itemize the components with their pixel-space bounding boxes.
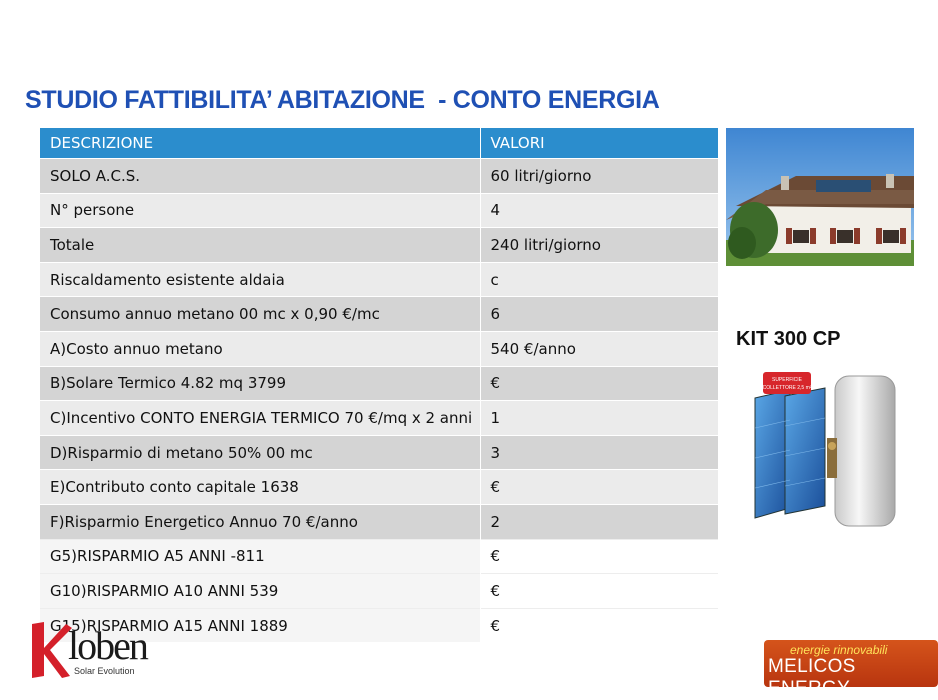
table-row bbox=[40, 435, 718, 470]
melicos-tagline: energie rinnovabili bbox=[790, 643, 888, 657]
row-value: 240 litri/giorno bbox=[480, 228, 718, 263]
row-value: 2 bbox=[480, 504, 718, 539]
melicos-energy-logo bbox=[764, 640, 938, 699]
table-row bbox=[40, 366, 718, 401]
row-description: G10)RISPARMIO A10 ANNI 539 bbox=[40, 574, 480, 609]
row-value: 3 bbox=[480, 435, 718, 470]
table-row bbox=[40, 504, 718, 539]
feasibility-table bbox=[40, 128, 719, 642]
kloben-k-mark bbox=[28, 620, 72, 678]
page-title: STUDIO FATTIBILITA’ ABITAZIONE - CONTO ENERGIA bbox=[25, 86, 660, 114]
row-description: Riscaldamento esistente aldaia bbox=[40, 262, 480, 297]
column-header-descrizione: DESCRIZIONE bbox=[40, 128, 480, 159]
table-row bbox=[40, 539, 718, 574]
row-value: c bbox=[480, 262, 718, 297]
row-description: Totale bbox=[40, 228, 480, 263]
row-description: B)Solare Termico 4.82 mq 3799 bbox=[40, 366, 480, 401]
table-row bbox=[40, 331, 718, 366]
row-description: N° persone bbox=[40, 193, 480, 228]
table-row bbox=[40, 193, 718, 228]
table-row bbox=[40, 470, 718, 505]
row-description: G5)RISPARMIO A5 ANNI -811 bbox=[40, 539, 480, 574]
table-row bbox=[40, 262, 718, 297]
column-header-valori: VALORI bbox=[480, 128, 718, 159]
kloben-wordmark: loben bbox=[68, 623, 147, 668]
kit-badge-line2: COLLETTORE 2,5 m² bbox=[762, 385, 812, 391]
row-value: 540 €/anno bbox=[480, 331, 718, 366]
table-row bbox=[40, 297, 718, 332]
table-row bbox=[40, 574, 718, 609]
row-value: € bbox=[480, 608, 718, 642]
row-description: F)Risparmio Energetico Annuo 70 €/anno bbox=[40, 504, 480, 539]
house-photo bbox=[726, 128, 914, 266]
row-value: € bbox=[480, 574, 718, 609]
row-value: € bbox=[480, 539, 718, 574]
row-value: 1 bbox=[480, 401, 718, 436]
row-value: 60 litri/giorno bbox=[480, 159, 718, 194]
row-description: SOLO A.C.S. bbox=[40, 159, 480, 194]
row-description: E)Contributo conto capitale 1638 bbox=[40, 470, 480, 505]
row-description: D)Risparmio di metano 50% 00 mc bbox=[40, 435, 480, 470]
kit-badge-line1: SUPERFICIE bbox=[771, 377, 803, 383]
row-value: 4 bbox=[480, 193, 718, 228]
table-row bbox=[40, 228, 718, 263]
solar-kit-image bbox=[745, 368, 915, 528]
kit-title: KIT 300 CP bbox=[736, 328, 841, 350]
table-row bbox=[40, 159, 718, 194]
row-value: 6 bbox=[480, 297, 718, 332]
kloben-tagline: Solar Evolution bbox=[74, 666, 135, 676]
row-description: C)Incentivo CONTO ENERGIA TERMICO 70 €/mq x 2 anni bbox=[40, 401, 480, 436]
row-value: € bbox=[480, 470, 718, 505]
row-description: Consumo annuo metano 00 mc x 0,90 €/mc bbox=[40, 297, 480, 332]
melicos-name: MELICOS ENERGY bbox=[768, 656, 856, 699]
row-description: G15)RISPARMIO A15 ANNI 1889 bbox=[40, 608, 480, 642]
row-value: € bbox=[480, 366, 718, 401]
table-header-row bbox=[40, 128, 718, 159]
table-row bbox=[40, 401, 718, 436]
row-description: A)Costo annuo metano bbox=[40, 331, 480, 366]
